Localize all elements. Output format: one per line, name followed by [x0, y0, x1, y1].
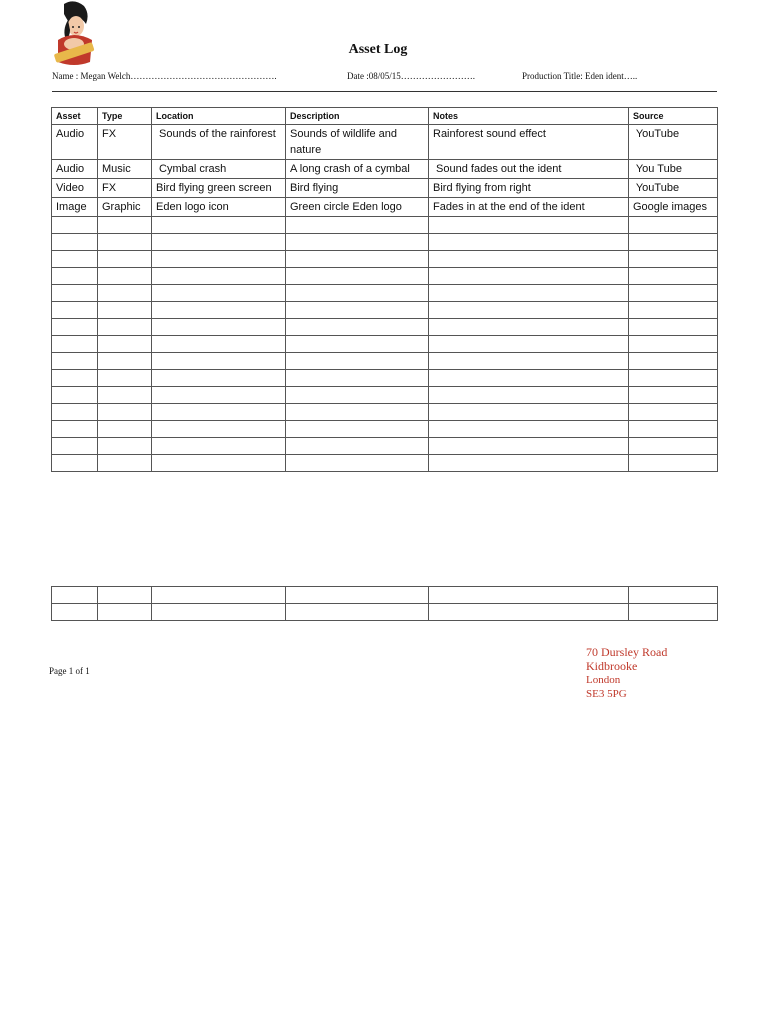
table-row [52, 198, 718, 217]
empty-cell [52, 319, 98, 336]
empty-cell [98, 587, 152, 604]
page-number: Page 1 of 1 [49, 666, 90, 676]
empty-cell [429, 370, 629, 387]
empty-cell [152, 302, 286, 319]
empty-cell [629, 455, 718, 472]
pinup-girl-logo-icon [50, 0, 98, 70]
empty-cell [152, 438, 286, 455]
empty-cell [52, 285, 98, 302]
empty-cell [52, 455, 98, 472]
empty-cell [98, 319, 152, 336]
empty-cell [629, 302, 718, 319]
empty-cell [629, 251, 718, 268]
empty-cell [52, 421, 98, 438]
empty-cell [286, 387, 429, 404]
empty-cell [52, 353, 98, 370]
empty-cell [152, 268, 286, 285]
empty-table-row [52, 268, 718, 285]
empty-cell [98, 285, 152, 302]
empty-cell [629, 404, 718, 421]
empty-cell [629, 285, 718, 302]
cell-asset: Image [52, 198, 98, 217]
cell-asset: Video [52, 179, 98, 198]
cell-source: YouTube [629, 125, 718, 160]
empty-cell [152, 587, 286, 604]
column-header-source: Source [629, 108, 718, 125]
empty-cell [429, 336, 629, 353]
empty-cell [98, 438, 152, 455]
cell-notes: Bird flying from right [429, 179, 629, 198]
column-header-asset: Asset [52, 108, 98, 125]
empty-cell [152, 285, 286, 302]
empty-cell [429, 421, 629, 438]
empty-cell [52, 251, 98, 268]
address-line-1: 70 Dursley Road [586, 645, 668, 659]
empty-cell [286, 234, 429, 251]
empty-cell [286, 421, 429, 438]
empty-cell [429, 217, 629, 234]
cell-source: Google images [629, 198, 718, 217]
empty-cell [629, 587, 718, 604]
empty-cell [429, 353, 629, 370]
empty-table-row [52, 302, 718, 319]
empty-table-row [52, 387, 718, 404]
header-divider [52, 91, 717, 92]
cell-location: Bird flying green screen [152, 179, 286, 198]
empty-cell [152, 319, 286, 336]
empty-cell [286, 404, 429, 421]
empty-cell [98, 421, 152, 438]
empty-cell [286, 268, 429, 285]
cell-notes: Rainforest sound effect [429, 125, 629, 160]
empty-cell [98, 455, 152, 472]
column-header-type: Type [98, 108, 152, 125]
cell-description: A long crash of a cymbal [286, 160, 429, 179]
address-line-4: SE3 5PG [586, 688, 627, 700]
empty-table-row [52, 587, 718, 604]
empty-cell [629, 421, 718, 438]
empty-cell [429, 404, 629, 421]
empty-cell [152, 251, 286, 268]
empty-table-row [52, 336, 718, 353]
empty-cell [286, 370, 429, 387]
empty-cell [52, 234, 98, 251]
empty-cell [52, 387, 98, 404]
empty-cell [152, 404, 286, 421]
page-title: Asset Log [348, 42, 408, 57]
empty-cell [429, 234, 629, 251]
address-line-3: London [586, 674, 621, 686]
empty-cell [629, 234, 718, 251]
empty-cell [52, 438, 98, 455]
empty-cell [152, 353, 286, 370]
empty-cell [629, 370, 718, 387]
empty-cell [286, 455, 429, 472]
empty-cell [286, 353, 429, 370]
empty-table-row [52, 234, 718, 251]
table-row [52, 160, 718, 179]
empty-cell [98, 353, 152, 370]
asset-log-table [51, 107, 718, 472]
cell-notes: Sound fades out the ident [429, 160, 629, 179]
empty-cell [429, 302, 629, 319]
table-header-row [52, 108, 718, 125]
empty-cell [629, 336, 718, 353]
empty-cell [152, 234, 286, 251]
column-header-description: Description [286, 108, 429, 125]
empty-cell [98, 387, 152, 404]
cell-location: Eden logo icon [152, 198, 286, 217]
empty-cell [152, 336, 286, 353]
empty-cell [52, 370, 98, 387]
empty-table-row [52, 319, 718, 336]
empty-cell [429, 587, 629, 604]
empty-rows [52, 217, 718, 472]
empty-cell [52, 302, 98, 319]
empty-cell [629, 438, 718, 455]
cell-source: You Tube [629, 160, 718, 179]
empty-cell [152, 455, 286, 472]
empty-cell [286, 319, 429, 336]
empty-cell [286, 302, 429, 319]
empty-table-row [52, 604, 718, 621]
address-block [586, 645, 667, 701]
empty-cell [429, 285, 629, 302]
empty-cell [286, 336, 429, 353]
cell-type: Graphic [98, 198, 152, 217]
cell-notes: Fades in at the end of the ident [429, 198, 629, 217]
empty-cell [629, 387, 718, 404]
empty-cell [286, 604, 429, 621]
empty-cell [98, 234, 152, 251]
empty-cell [52, 404, 98, 421]
empty-cell [98, 302, 152, 319]
empty-table-row [52, 421, 718, 438]
empty-cell [629, 319, 718, 336]
empty-cell [98, 251, 152, 268]
cell-location: Cymbal crash [152, 160, 286, 179]
cell-type: Music [98, 160, 152, 179]
cell-source: YouTube [629, 179, 718, 198]
cell-description: Bird flying [286, 179, 429, 198]
empty-cell [98, 370, 152, 387]
empty-table-row [52, 285, 718, 302]
empty-cell [629, 604, 718, 621]
address-line-2: Kidbrooke [586, 659, 638, 673]
empty-cell [98, 268, 152, 285]
cell-description: Sounds of wildlife and nature [286, 125, 429, 160]
empty-cell [52, 604, 98, 621]
empty-cell [152, 421, 286, 438]
empty-cell [629, 353, 718, 370]
cell-asset: Audio [52, 125, 98, 160]
cell-asset: Audio [52, 160, 98, 179]
empty-cell [286, 251, 429, 268]
table-row [52, 125, 718, 160]
table-row [52, 179, 718, 198]
empty-cell [52, 587, 98, 604]
empty-cell [629, 268, 718, 285]
production-title-field: Production Title: Eden ident….. [522, 71, 638, 81]
empty-cell [429, 604, 629, 621]
empty-cell [52, 217, 98, 234]
name-field: Name : Megan Welch…………………………………………. [52, 71, 277, 81]
empty-cell [429, 455, 629, 472]
empty-cell [429, 387, 629, 404]
empty-table-row [52, 251, 718, 268]
empty-table-row [52, 217, 718, 234]
empty-cell [98, 404, 152, 421]
empty-cell [152, 370, 286, 387]
cell-type: FX [98, 125, 152, 160]
column-header-location: Location [152, 108, 286, 125]
empty-cell [286, 285, 429, 302]
cell-location: Sounds of the rainforest [152, 125, 286, 160]
column-header-notes: Notes [429, 108, 629, 125]
empty-table-row [52, 404, 718, 421]
date-field: Date :08/05/15……………………. [347, 71, 475, 81]
empty-table-row [52, 455, 718, 472]
empty-cell [286, 587, 429, 604]
empty-cell [52, 268, 98, 285]
empty-table-row [52, 353, 718, 370]
empty-cell [98, 217, 152, 234]
empty-table-row [52, 370, 718, 387]
empty-cell [286, 438, 429, 455]
cell-description: Green circle Eden logo [286, 198, 429, 217]
empty-cell [629, 217, 718, 234]
extra-empty-rows [52, 587, 718, 621]
empty-cell [52, 336, 98, 353]
asset-log-table-continued [51, 586, 718, 621]
empty-cell [286, 217, 429, 234]
cell-type: FX [98, 179, 152, 198]
empty-table-row [52, 438, 718, 455]
empty-cell [152, 217, 286, 234]
empty-cell [429, 438, 629, 455]
empty-cell [429, 268, 629, 285]
empty-cell [98, 336, 152, 353]
empty-cell [152, 387, 286, 404]
empty-cell [429, 319, 629, 336]
empty-cell [152, 604, 286, 621]
empty-cell [429, 251, 629, 268]
empty-cell [98, 604, 152, 621]
